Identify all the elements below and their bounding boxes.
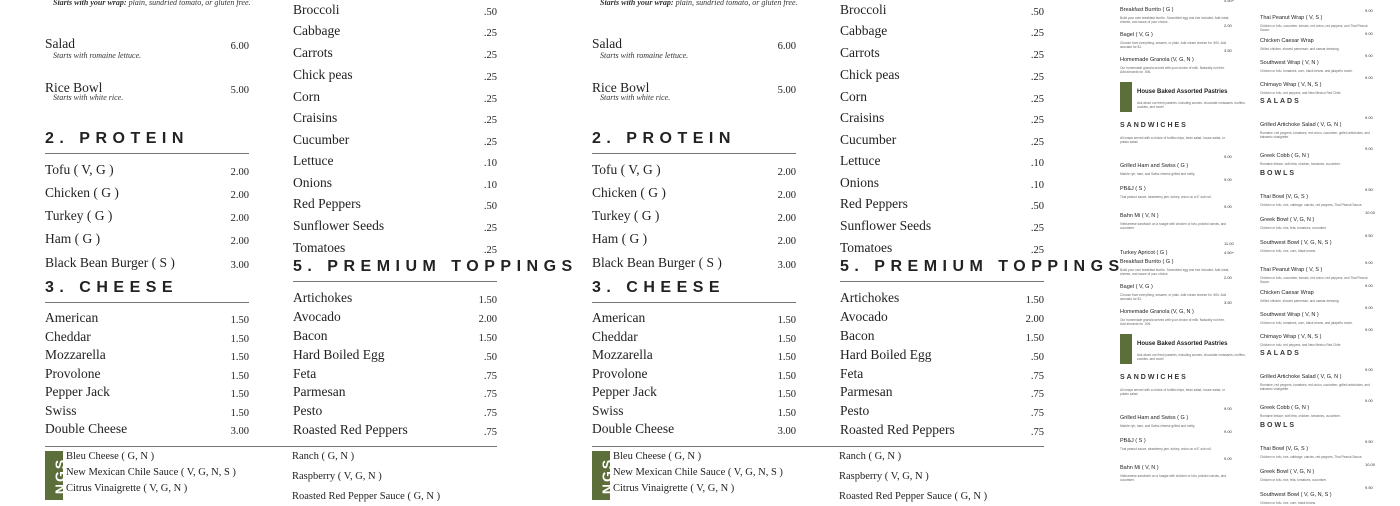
premium-item: Roasted Red Peppers .75: [293, 422, 497, 438]
protein-item: Black Bean Burger ( S ) 3.00: [45, 255, 249, 271]
thumb-item: PB&J ( S ) Thai peanut sauce, strawberry jam, turkey, onion on a 6" sub roll.: [1120, 438, 1212, 451]
premium-item: Parmesan .75: [840, 384, 1044, 400]
wrap-note: [600, 0, 798, 7]
thumb-price: 9.50: [1365, 233, 1373, 238]
veggie-item: Chick peas .25: [840, 67, 1044, 83]
cheese-item: Provolone 1.50: [45, 366, 249, 382]
premium-item: Feta .75: [840, 366, 1044, 382]
sauce-item: Raspberry ( V, G, N ): [292, 471, 382, 482]
thumb-item: Thai Bowl (V, G, S ) Chicken or tofu, rice, cabbage, carrots, red peppers, Thai Peanut Sauce.: [1260, 446, 1363, 459]
premium-item: Avocado 2.00: [840, 309, 1044, 325]
thumb-price: 3.50: [1224, 48, 1232, 53]
veggie-item: Corn .25: [293, 89, 497, 105]
base-note: Starts with romaine lettuce.: [600, 51, 689, 60]
thumb-item: Bagel ( V, G ) Choose from everything, sesame, or plain. Add cream cheese for .50¢. Add avocado for $1.: [1120, 32, 1227, 49]
thumb-item: Southwest Wrap ( V, N ) Chicken or tofu, tomatoes, corn, black beans, and jalapeño ranch.: [1260, 312, 1353, 325]
sauce-item: New Mexican Chile Sauce ( V, G, N, S ): [66, 467, 236, 478]
veggie-item: Cucumber .25: [293, 132, 497, 148]
thumb-section-heading: BOWLS: [1260, 422, 1297, 429]
wrap-note-label: Starts with your wrap:: [53, 0, 127, 7]
protein-item: Tofu ( V, G ) 2.00: [45, 162, 249, 178]
thumb-item: Grilled Ham and Swiss ( G ) Marble rye, ham, and Swiss cheese grilled and melty.: [1120, 163, 1196, 176]
protein-item: Chicken ( G ) 2.00: [592, 185, 796, 201]
cheese-item: Swiss 1.50: [592, 403, 796, 419]
veggie-item: Carrots .25: [840, 45, 1044, 61]
thumb-item: Southwest Wrap ( V, N ) Chicken or tofu, tomatoes, corn, black beans, and jalapeño ranch.: [1260, 60, 1353, 73]
sauce-item: Ranch ( G, N ): [292, 451, 355, 462]
thumb-item: Greek Bowl ( V, G, N ) Chicken or tofu, rice, feta, tomatoes, cucumber.: [1260, 469, 1327, 482]
veggie-item: Onions .10: [840, 175, 1044, 191]
premium-item: Artichokes 1.50: [840, 290, 1044, 306]
thumb-price: 9.00: [1365, 305, 1373, 310]
thumb-section-heading: SANDWICHES: [1120, 374, 1188, 381]
thumb-price: 9.00: [1365, 75, 1373, 80]
thumb-price: 9.50: [1365, 187, 1373, 192]
premium-item: Parmesan .75: [293, 384, 497, 400]
protein-item: Ham ( G ) 2.00: [45, 231, 249, 247]
wrap-note: [53, 0, 251, 7]
thumbnail-page[interactable]: [1113, 0, 1383, 256]
thumb-item: Bahn Mi ( V, N ) Vietnamese sandwich on a hoagie with chicken or tofu, pickled carrots, and cucumber.: [1120, 465, 1227, 482]
thumb-item: Turkey Apricot ( G ): [1120, 250, 1168, 256]
thumb-item: Grilled Artichoke Salad ( V, G, N ) Romaine, red peppers, tomatoes, red onion, cucumber, grilled artichokes, and balsamic vinaigrette.: [1260, 122, 1370, 139]
thumb-item: Breakfast Burrito ( G ) Build your own breakfast burrito. Scrambled egg and rice included. Add meat, cheese, and sauce of your choice.: [1120, 259, 1230, 276]
pastry-band: [1120, 334, 1132, 364]
cheese-heading: 3. CHEESE: [45, 279, 179, 296]
veggie-item: Corn .25: [840, 89, 1044, 105]
protein-item: Ham ( G ) 2.00: [592, 231, 796, 247]
premium-item: Hard Boiled Egg .50: [293, 347, 497, 363]
veggie-item: Tomatoes .25: [840, 240, 1044, 256]
veggie-item: Tomatoes .25: [293, 240, 497, 256]
wrap-note-text: plain, sundried tomato, or gluten free.: [128, 0, 251, 7]
protein-item: Tofu ( V, G ) 2.00: [592, 162, 796, 178]
thumb-item: Chimayo Wrap ( V, N, S ) Chicken or tofu, red peppers, and New Mexico Red Chile.: [1260, 82, 1342, 95]
base-item: Rice Bowl 5.00: [592, 80, 796, 96]
base-note: Starts with white rice.: [53, 93, 124, 102]
veggie-item: Sunflower Seeds .25: [840, 218, 1044, 234]
divider: [592, 153, 796, 154]
thumb-price: 9.00: [1365, 146, 1373, 151]
thumb-item: Greek Cobb ( G, N ) Romaine lettuce, with feta, chicken, tomatoes, cucumber.: [1260, 405, 1341, 418]
sauce-band-label: NGS: [52, 457, 69, 495]
thumb-item: Grilled Artichoke Salad ( V, G, N ) Romaine, red peppers, tomatoes, red onion, cucumber, grilled artichokes, and balsamic vinaigrette.: [1260, 374, 1370, 391]
veggie-item: Onions .10: [293, 175, 497, 191]
thumb-desc: All wraps served with a choice of tortilla chips, bean salad, house salad, or potato salad.: [1120, 136, 1225, 144]
thumb-item: Bagel ( V, G ) Choose from everything, sesame, or plain. Add cream cheese for .50¢. Add avocado for $1.: [1120, 284, 1227, 301]
pastry-title: House Baked Assorted Pastries: [1137, 341, 1228, 347]
pastry-title: House Baked Assorted Pastries: [1137, 89, 1228, 95]
sauce-item: Raspberry ( V, G, N ): [839, 471, 929, 482]
cheese-item: American 1.50: [592, 310, 796, 326]
premium-item: Bacon 1.50: [293, 328, 497, 344]
thumb-price: 10.00: [1365, 210, 1376, 215]
protein-item: Black Bean Burger ( S ) 3.00: [592, 255, 796, 271]
thumb-item: PB&J ( S ) Thai peanut sauce, strawberry jam, turkey, onion on a 6" sub roll.: [1120, 186, 1212, 199]
divider: [592, 302, 796, 303]
thumb-price: 9.00: [1365, 8, 1373, 13]
thumb-price: 9.00: [1365, 398, 1373, 403]
cheese-item: Double Cheese 3.00: [592, 421, 796, 437]
sauce-item: Citrus Vinaigrette ( V, G, N ): [66, 483, 188, 494]
sauce-item: Roasted Red Pepper Sauce ( G, N ): [292, 491, 441, 502]
thumb-price: 9.00: [1224, 429, 1232, 434]
thumb-item: Chicken Caesar Wrap Grilled chicken, shaved parmesan, and caesar dressing.: [1260, 38, 1340, 51]
thumb-section-heading: SALADS: [1260, 98, 1301, 105]
thumb-section-heading: SALADS: [1260, 350, 1301, 357]
sauce-band-label: NGS: [599, 457, 616, 495]
base-note: Starts with white rice.: [600, 93, 671, 102]
page-thumbnail-strip[interactable]: [1113, 0, 1383, 505]
veggie-item: Sunflower Seeds .25: [293, 218, 497, 234]
premium-item: Pesto .75: [840, 403, 1044, 419]
thumb-item: Homemade Granola (V, G, N ) Our homemade granola served with your choice of milk. Naturally nut free. Add almonds for .50¢.: [1120, 57, 1225, 74]
thumb-price: 9.50: [1365, 485, 1373, 490]
thumb-price: 11.00: [1224, 241, 1234, 246]
cheese-item: American 1.50: [45, 310, 249, 326]
veggie-item: Broccoli .50: [293, 2, 497, 18]
thumb-item: Thai Peanut Wrap ( V, S ) Chicken or tofu, cucumber, tomato, red onion, red peppers, and Thai Peanut Sauce.: [1260, 15, 1368, 32]
thumb-item: Chimayo Wrap ( V, N, S ) Chicken or tofu, red peppers, and New Mexico Red Chile.: [1260, 334, 1342, 347]
divider: [45, 302, 249, 303]
premium-item: Artichokes 1.50: [293, 290, 497, 306]
veggie-item: Lettuce .10: [293, 153, 497, 169]
thumb-item: Thai Bowl (V, G, S ) Chicken or tofu, rice, cabbage, carrots, red peppers, Thai Peanut Sauce.: [1260, 194, 1363, 207]
sauce-item: Citrus Vinaigrette ( V, G, N ): [613, 483, 735, 494]
veggie-item: Red Peppers .50: [293, 196, 497, 212]
thumb-price: 9.00: [1365, 260, 1373, 265]
divider: [840, 281, 1044, 282]
thumb-price: 9.00: [1224, 154, 1232, 159]
cheese-item: Pepper Jack 1.50: [45, 384, 249, 400]
thumb-desc: All wraps served with a choice of tortilla chips, bean salad, house salad, or potato salad.: [1120, 388, 1225, 396]
protein-item: Turkey ( G ) 2.00: [592, 208, 796, 224]
menu-panel-left: [0, 0, 578, 502]
thumb-item: Grilled Ham and Swiss ( G ) Marble rye, ham, and Swiss cheese grilled and melty.: [1120, 415, 1196, 428]
thumb-price: 9.00: [1365, 327, 1373, 332]
protein-heading: 2. PROTEIN: [592, 130, 736, 147]
thumb-price: 9.00: [1365, 283, 1373, 288]
pastry-desc: Ask about our fresh pastries, including scones, chocolate croissants, muffins, cookies, and more!: [1137, 101, 1246, 109]
divider: [45, 153, 249, 154]
premium-heading: 5. PREMIUM TOPPINGS: [293, 258, 578, 275]
veggie-item: Chick peas .25: [293, 67, 497, 83]
veggie-item: Red Peppers .50: [840, 196, 1044, 212]
veggie-item: Craisins .25: [293, 110, 497, 126]
thumb-price: 9.50: [1365, 439, 1373, 444]
cheese-item: Swiss 1.50: [45, 403, 249, 419]
thumb-price: 4.50+: [1224, 0, 1235, 3]
thumb-price: 3.50: [1224, 300, 1232, 305]
protein-item: Turkey ( G ) 2.00: [45, 208, 249, 224]
thumb-price: 9.00: [1224, 177, 1232, 182]
thumb-price: 9.00: [1365, 367, 1373, 372]
premium-item: Feta .75: [293, 366, 497, 382]
thumb-item: Southwest Bowl ( V, G, N, S ) Chicken or tofu, rice, corn, black beans.: [1260, 240, 1332, 253]
veggie-item: Cucumber .25: [840, 132, 1044, 148]
pastry-desc: Ask about our fresh pastries, including scones, chocolate croissants, muffins, cookies, and more!: [1137, 353, 1246, 361]
thumb-item: Homemade Granola (V, G, N ) Our homemade granola served with your choice of milk. Naturally nut free. Add almonds for .50¢.: [1120, 309, 1225, 326]
veggie-item: Broccoli .50: [840, 2, 1044, 18]
veggie-item: Cabbage .25: [840, 23, 1044, 39]
thumb-section-heading: BOWLS: [1260, 170, 1297, 177]
base-note: Starts with romaine lettuce.: [53, 51, 142, 60]
thumb-price: 4.50+: [1224, 250, 1235, 255]
thumb-price: 2.00: [1224, 23, 1232, 28]
cheese-item: Cheddar 1.50: [45, 329, 249, 345]
cheese-item: Pepper Jack 1.50: [592, 384, 796, 400]
cheese-item: Double Cheese 3.00: [45, 421, 249, 437]
thumb-price: 9.00: [1365, 53, 1373, 58]
thumb-item: Bahn Mi ( V, N ) Vietnamese sandwich on a hoagie with chicken or tofu, pickled carrots, and cucumber.: [1120, 213, 1227, 230]
thumb-item: Greek Bowl ( V, G, N ) Chicken or tofu, rice, feta, tomatoes, cucumber.: [1260, 217, 1327, 230]
thumb-item: Greek Cobb ( G, N ) Romaine lettuce, with feta, chicken, tomatoes, cucumber.: [1260, 153, 1341, 166]
divider: [592, 446, 1044, 447]
protein-item: Chicken ( G ) 2.00: [45, 185, 249, 201]
wrap-note-text: plain, sundried tomato, or gluten free.: [675, 0, 798, 7]
sauce-item: Bleu Cheese ( G, N ): [613, 451, 702, 462]
sauce-item: Bleu Cheese ( G, N ): [66, 451, 155, 462]
sauce-item: New Mexican Chile Sauce ( V, G, N, S ): [613, 467, 783, 478]
veggie-item: Carrots .25: [293, 45, 497, 61]
thumb-price: 10.00: [1365, 462, 1376, 467]
cheese-heading: 3. CHEESE: [592, 279, 726, 296]
thumb-item: Southwest Bowl ( V, G, N, S ) Chicken or tofu, rice, corn, black beans.: [1260, 492, 1332, 505]
cheese-item: Mozzarella 1.50: [45, 347, 249, 363]
thumb-price: 2.00: [1224, 275, 1232, 280]
divider: [293, 281, 497, 282]
thumb-price: 9.00: [1224, 204, 1232, 209]
base-item: Salad 6.00: [592, 36, 796, 52]
veggie-item: Lettuce .10: [840, 153, 1044, 169]
veggie-item: Cabbage .25: [293, 23, 497, 39]
cheese-item: Mozzarella 1.50: [592, 347, 796, 363]
thumb-item: Thai Peanut Wrap ( V, S ) Chicken or tofu, cucumber, tomato, red onion, red peppers, and Thai Peanut Sauce.: [1260, 267, 1368, 284]
menu-panel-right: [547, 0, 1125, 502]
pastry-band: [1120, 82, 1132, 112]
thumb-price: 9.00: [1224, 456, 1232, 461]
thumb-section-heading: SANDWICHES: [1120, 122, 1188, 129]
thumbnail-page[interactable]: [1113, 250, 1383, 505]
premium-item: Bacon 1.50: [840, 328, 1044, 344]
premium-heading: 5. PREMIUM TOPPINGS: [840, 258, 1125, 275]
veggie-item: Craisins .25: [840, 110, 1044, 126]
premium-item: Roasted Red Peppers .75: [840, 422, 1044, 438]
thumb-item: Chicken Caesar Wrap Grilled chicken, shaved parmesan, and caesar dressing.: [1260, 290, 1340, 303]
cheese-item: Provolone 1.50: [592, 366, 796, 382]
sauce-item: Ranch ( G, N ): [839, 451, 902, 462]
premium-item: Hard Boiled Egg .50: [840, 347, 1044, 363]
protein-heading: 2. PROTEIN: [45, 130, 189, 147]
thumb-item: Breakfast Burrito ( G ) Build your own breakfast burrito. Scrambled egg and rice included. Add meat, cheese, and sauce of your choice.: [1120, 7, 1230, 24]
base-item: Salad 6.00: [45, 36, 249, 52]
cheese-item: Cheddar 1.50: [592, 329, 796, 345]
premium-item: Avocado 2.00: [293, 309, 497, 325]
wrap-note-label: Starts with your wrap:: [600, 0, 674, 7]
thumb-price: 9.00: [1365, 115, 1373, 120]
thumb-price: 9.00: [1365, 31, 1373, 36]
divider: [45, 446, 497, 447]
premium-item: Pesto .75: [293, 403, 497, 419]
thumb-price: 9.00: [1224, 406, 1232, 411]
base-item: Rice Bowl 5.00: [45, 80, 249, 96]
sauce-item: Roasted Red Pepper Sauce ( G, N ): [839, 491, 988, 502]
